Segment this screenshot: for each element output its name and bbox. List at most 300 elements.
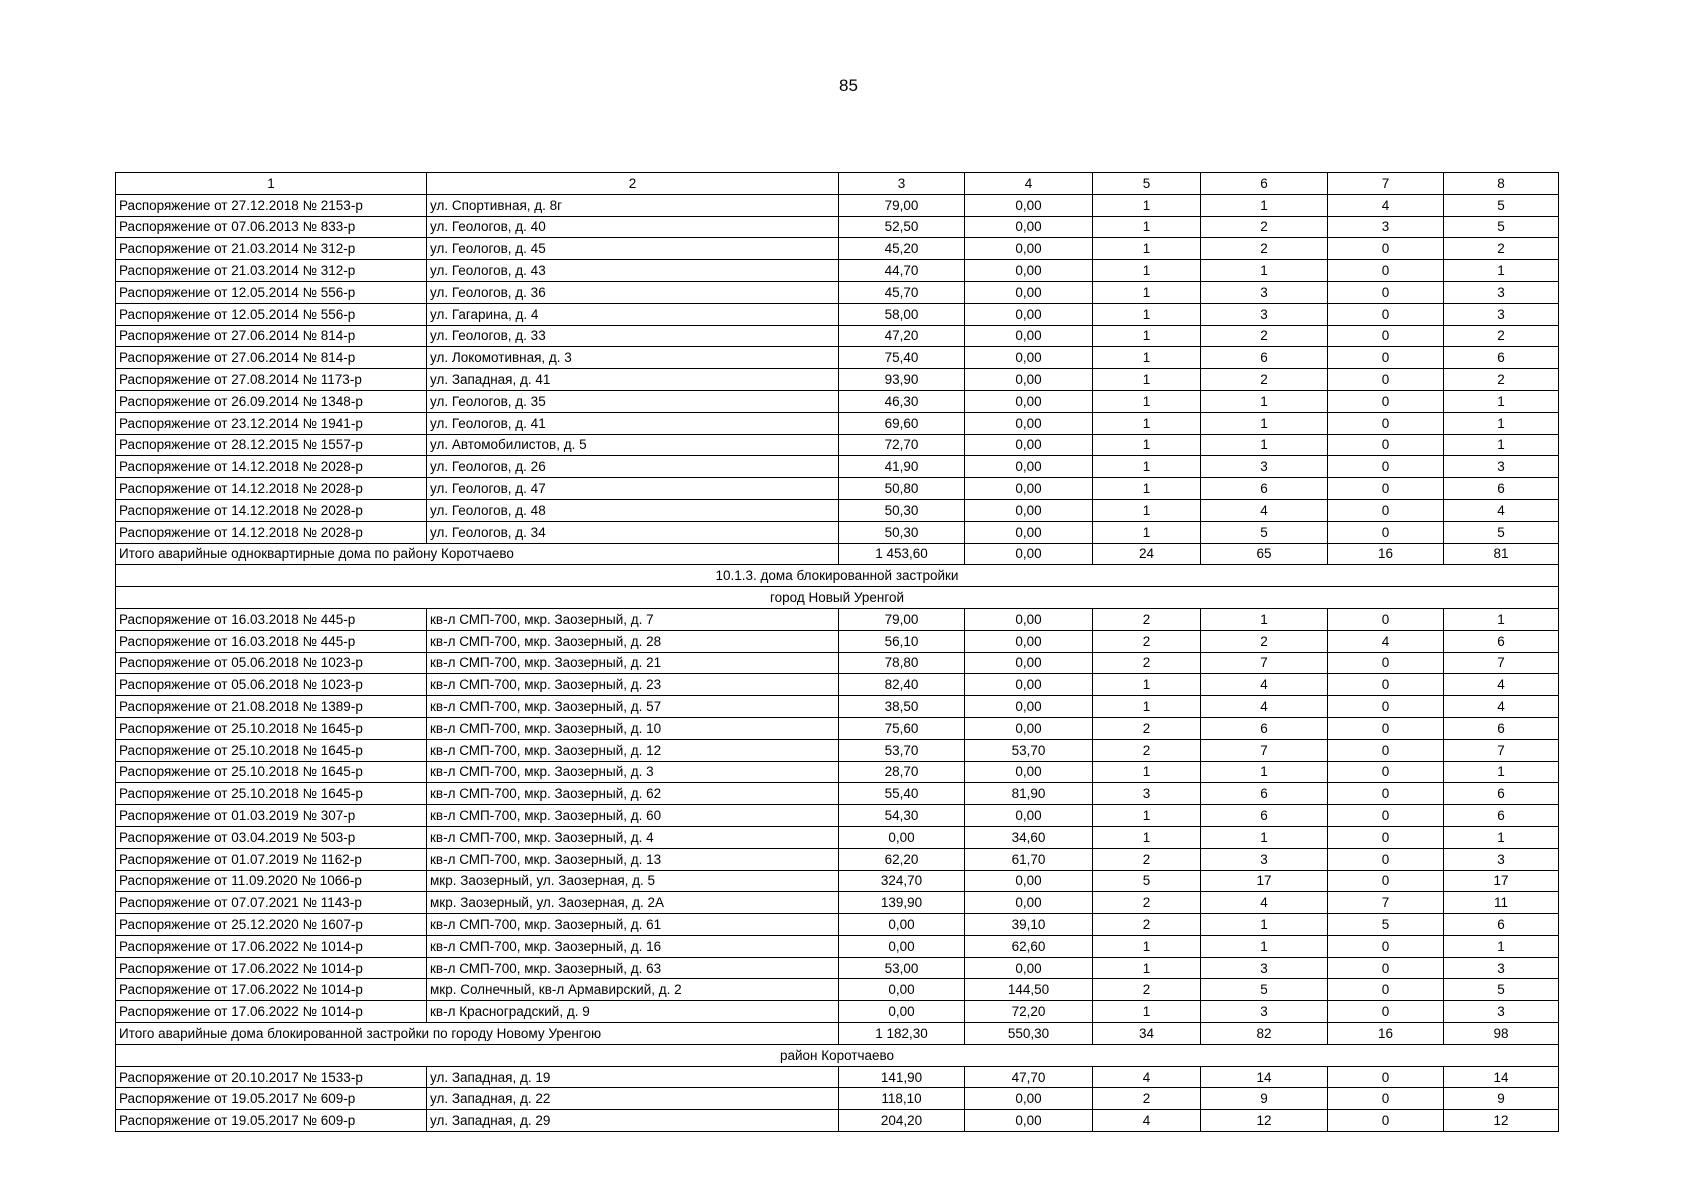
col4-cell: 0,00 <box>965 238 1093 260</box>
col3-cell: 118,10 <box>839 1088 965 1110</box>
total-value-cell: 24 <box>1093 543 1201 565</box>
col6-cell: 4 <box>1201 696 1328 718</box>
col4-cell: 0,00 <box>965 325 1093 347</box>
order-cell: Распоряжение от 27.12.2018 № 2153-р <box>116 194 427 216</box>
col8-cell: 6 <box>1444 630 1559 652</box>
address-cell: кв-л СМП-700, мкр. Заозерный, д. 3 <box>427 761 839 783</box>
col4-cell: 0,00 <box>965 260 1093 282</box>
order-cell: Распоряжение от 17.06.2022 № 1014-р <box>116 1001 427 1023</box>
col5-cell: 1 <box>1093 826 1201 848</box>
col7-cell: 0 <box>1328 499 1444 521</box>
table-row <box>116 630 1559 652</box>
header-row <box>116 173 1559 195</box>
col4-cell: 81,90 <box>965 783 1093 805</box>
col3-cell: 93,90 <box>839 369 965 391</box>
address-cell: ул. Западная, д. 22 <box>427 1088 839 1110</box>
col4-cell: 34,60 <box>965 826 1093 848</box>
order-cell: Распоряжение от 05.06.2018 № 1023-р <box>116 652 427 674</box>
col3-cell: 79,00 <box>839 194 965 216</box>
col6-cell: 2 <box>1201 369 1328 391</box>
table-row <box>116 1110 1559 1132</box>
col7-cell: 0 <box>1328 957 1444 979</box>
col4-cell: 0,00 <box>965 369 1093 391</box>
address-cell: кв-л СМП-700, мкр. Заозерный, д. 16 <box>427 935 839 957</box>
order-cell: Распоряжение от 21.08.2018 № 1389-р <box>116 696 427 718</box>
table-row <box>116 696 1559 718</box>
col5-cell: 1 <box>1093 390 1201 412</box>
col5-cell: 1 <box>1093 260 1201 282</box>
col6-cell: 1 <box>1201 761 1328 783</box>
col6-cell: 2 <box>1201 325 1328 347</box>
order-cell: Распоряжение от 14.12.2018 № 2028-р <box>116 521 427 543</box>
address-cell: ул. Геологов, д. 40 <box>427 216 839 238</box>
col4-cell: 0,00 <box>965 652 1093 674</box>
col6-cell: 3 <box>1201 281 1328 303</box>
col4-cell: 0,00 <box>965 630 1093 652</box>
column-number-header: 5 <box>1093 173 1201 195</box>
col7-cell: 0 <box>1328 848 1444 870</box>
order-cell: Распоряжение от 12.05.2014 № 556-р <box>116 281 427 303</box>
table-row <box>116 1088 1559 1110</box>
col5-cell: 1 <box>1093 499 1201 521</box>
col6-cell: 6 <box>1201 783 1328 805</box>
col4-cell: 0,00 <box>965 717 1093 739</box>
col6-cell: 1 <box>1201 260 1328 282</box>
col7-cell: 5 <box>1328 914 1444 936</box>
col6-cell: 2 <box>1201 630 1328 652</box>
col7-cell: 0 <box>1328 805 1444 827</box>
col5-cell: 4 <box>1093 1066 1201 1088</box>
order-cell: Распоряжение от 21.03.2014 № 312-р <box>116 260 427 282</box>
col4-cell: 0,00 <box>965 456 1093 478</box>
col7-cell: 0 <box>1328 325 1444 347</box>
order-cell: Распоряжение от 20.10.2017 № 1533-р <box>116 1066 427 1088</box>
total-label: Итого аварийные дома блокированной застройки по городу Новому Уренгою <box>116 1023 839 1045</box>
col8-cell: 1 <box>1444 434 1559 456</box>
col3-cell: 79,00 <box>839 608 965 630</box>
col3-cell: 69,60 <box>839 412 965 434</box>
order-cell: Распоряжение от 17.06.2022 № 1014-р <box>116 935 427 957</box>
col6-cell: 17 <box>1201 870 1328 892</box>
col5-cell: 1 <box>1093 325 1201 347</box>
order-cell: Распоряжение от 19.05.2017 № 609-р <box>116 1088 427 1110</box>
total-value-cell: 65 <box>1201 543 1328 565</box>
col6-cell: 3 <box>1201 456 1328 478</box>
col7-cell: 0 <box>1328 521 1444 543</box>
table-row <box>116 783 1559 805</box>
total-value-cell: 550,30 <box>965 1023 1093 1045</box>
table-row <box>116 456 1559 478</box>
order-cell: Распоряжение от 07.07.2021 № 1143-р <box>116 892 427 914</box>
col4-cell: 0,00 <box>965 608 1093 630</box>
total-value-cell: 1 453,60 <box>839 543 965 565</box>
col4-cell: 0,00 <box>965 499 1093 521</box>
address-cell: кв-л Красноградский, д. 9 <box>427 1001 839 1023</box>
address-cell: кв-л СМП-700, мкр. Заозерный, д. 61 <box>427 914 839 936</box>
order-cell: Распоряжение от 14.12.2018 № 2028-р <box>116 478 427 500</box>
table-row <box>116 805 1559 827</box>
table-row <box>116 325 1559 347</box>
address-cell: ул. Геологов, д. 35 <box>427 390 839 412</box>
col3-cell: 0,00 <box>839 826 965 848</box>
col8-cell: 1 <box>1444 260 1559 282</box>
col7-cell: 0 <box>1328 652 1444 674</box>
total-row <box>116 543 1559 565</box>
col3-cell: 78,80 <box>839 652 965 674</box>
column-number-header: 4 <box>965 173 1093 195</box>
col4-cell: 0,00 <box>965 281 1093 303</box>
col5-cell: 1 <box>1093 194 1201 216</box>
col6-cell: 1 <box>1201 434 1328 456</box>
order-cell: Распоряжение от 11.09.2020 № 1066-р <box>116 870 427 892</box>
col3-cell: 75,60 <box>839 717 965 739</box>
col6-cell: 4 <box>1201 892 1328 914</box>
address-cell: мкр. Солнечный, кв-л Армавирский, д. 2 <box>427 979 839 1001</box>
col3-cell: 50,80 <box>839 478 965 500</box>
total-label: Итого аварийные одноквартирные дома по району Коротчаево <box>116 543 839 565</box>
table-row <box>116 979 1559 1001</box>
col5-cell: 2 <box>1093 652 1201 674</box>
col3-cell: 44,70 <box>839 260 965 282</box>
col6-cell: 2 <box>1201 216 1328 238</box>
order-cell: Распоряжение от 21.03.2014 № 312-р <box>116 238 427 260</box>
col3-cell: 139,90 <box>839 892 965 914</box>
col8-cell: 1 <box>1444 390 1559 412</box>
col8-cell: 4 <box>1444 499 1559 521</box>
address-cell: кв-л СМП-700, мкр. Заозерный, д. 28 <box>427 630 839 652</box>
order-cell: Распоряжение от 27.06.2014 № 814-р <box>116 325 427 347</box>
col4-cell: 0,00 <box>965 478 1093 500</box>
col7-cell: 4 <box>1328 194 1444 216</box>
col3-cell: 45,20 <box>839 238 965 260</box>
table-row <box>116 434 1559 456</box>
col8-cell: 17 <box>1444 870 1559 892</box>
order-cell: Распоряжение от 19.05.2017 № 609-р <box>116 1110 427 1132</box>
col5-cell: 1 <box>1093 957 1201 979</box>
col8-cell: 14 <box>1444 1066 1559 1088</box>
col6-cell: 9 <box>1201 1088 1328 1110</box>
col4-cell: 72,20 <box>965 1001 1093 1023</box>
col4-cell: 0,00 <box>965 412 1093 434</box>
col6-cell: 6 <box>1201 717 1328 739</box>
order-cell: Распоряжение от 25.10.2018 № 1645-р <box>116 717 427 739</box>
col7-cell: 0 <box>1328 456 1444 478</box>
col8-cell: 6 <box>1444 783 1559 805</box>
col4-cell: 47,70 <box>965 1066 1093 1088</box>
col6-cell: 7 <box>1201 652 1328 674</box>
table-row <box>116 652 1559 674</box>
col8-cell: 6 <box>1444 478 1559 500</box>
address-cell: ул. Гагарина, д. 4 <box>427 303 839 325</box>
col5-cell: 1 <box>1093 281 1201 303</box>
col7-cell: 0 <box>1328 303 1444 325</box>
col5-cell: 1 <box>1093 1001 1201 1023</box>
order-cell: Распоряжение от 27.08.2014 № 1173-р <box>116 369 427 391</box>
col5-cell: 1 <box>1093 521 1201 543</box>
col3-cell: 0,00 <box>839 1001 965 1023</box>
col6-cell: 3 <box>1201 957 1328 979</box>
col7-cell: 3 <box>1328 216 1444 238</box>
col7-cell: 0 <box>1328 260 1444 282</box>
col5-cell: 1 <box>1093 412 1201 434</box>
col4-cell: 0,00 <box>965 696 1093 718</box>
col8-cell: 1 <box>1444 608 1559 630</box>
col5-cell: 1 <box>1093 805 1201 827</box>
col7-cell: 0 <box>1328 739 1444 761</box>
col7-cell: 0 <box>1328 412 1444 434</box>
col4-cell: 0,00 <box>965 303 1093 325</box>
order-cell: Распоряжение от 12.05.2014 № 556-р <box>116 303 427 325</box>
col3-cell: 46,30 <box>839 390 965 412</box>
col3-cell: 45,70 <box>839 281 965 303</box>
table-row <box>116 194 1559 216</box>
col3-cell: 41,90 <box>839 456 965 478</box>
column-number-header: 2 <box>427 173 839 195</box>
col8-cell: 5 <box>1444 216 1559 238</box>
col4-cell: 0,00 <box>965 194 1093 216</box>
col7-cell: 0 <box>1328 826 1444 848</box>
col6-cell: 4 <box>1201 499 1328 521</box>
table-row <box>116 281 1559 303</box>
table-row <box>116 369 1559 391</box>
col5-cell: 2 <box>1093 608 1201 630</box>
col4-cell: 62,60 <box>965 935 1093 957</box>
col8-cell: 3 <box>1444 456 1559 478</box>
column-number-header: 6 <box>1201 173 1328 195</box>
address-cell: ул. Геологов, д. 26 <box>427 456 839 478</box>
col7-cell: 0 <box>1328 696 1444 718</box>
col3-cell: 55,40 <box>839 783 965 805</box>
col7-cell: 7 <box>1328 892 1444 914</box>
col5-cell: 1 <box>1093 674 1201 696</box>
col6-cell: 2 <box>1201 238 1328 260</box>
col8-cell: 2 <box>1444 369 1559 391</box>
col5-cell: 1 <box>1093 761 1201 783</box>
col8-cell: 7 <box>1444 739 1559 761</box>
address-cell: кв-л СМП-700, мкр. Заозерный, д. 62 <box>427 783 839 805</box>
col8-cell: 6 <box>1444 914 1559 936</box>
address-cell: кв-л СМП-700, мкр. Заозерный, д. 12 <box>427 739 839 761</box>
address-cell: ул. Геологов, д. 43 <box>427 260 839 282</box>
address-cell: ул. Геологов, д. 48 <box>427 499 839 521</box>
col3-cell: 53,00 <box>839 957 965 979</box>
order-cell: Распоряжение от 27.06.2014 № 814-р <box>116 347 427 369</box>
col8-cell: 12 <box>1444 1110 1559 1132</box>
col3-cell: 204,20 <box>839 1110 965 1132</box>
order-cell: Распоряжение от 23.12.2014 № 1941-р <box>116 412 427 434</box>
address-cell: ул. Геологов, д. 36 <box>427 281 839 303</box>
col7-cell: 0 <box>1328 1001 1444 1023</box>
col4-cell: 144,50 <box>965 979 1093 1001</box>
col4-cell: 0,00 <box>965 805 1093 827</box>
col4-cell: 53,70 <box>965 739 1093 761</box>
col8-cell: 11 <box>1444 892 1559 914</box>
table-row <box>116 521 1559 543</box>
col4-cell: 0,00 <box>965 434 1093 456</box>
housing-table <box>115 172 1559 1132</box>
col5-cell: 5 <box>1093 870 1201 892</box>
total-value-cell: 16 <box>1328 543 1444 565</box>
col8-cell: 5 <box>1444 979 1559 1001</box>
col7-cell: 0 <box>1328 347 1444 369</box>
table-body <box>116 173 1559 1132</box>
col6-cell: 5 <box>1201 521 1328 543</box>
col6-cell: 12 <box>1201 1110 1328 1132</box>
col7-cell: 0 <box>1328 238 1444 260</box>
address-cell: кв-л СМП-700, мкр. Заозерный, д. 63 <box>427 957 839 979</box>
col6-cell: 14 <box>1201 1066 1328 1088</box>
col6-cell: 1 <box>1201 914 1328 936</box>
table-row <box>116 848 1559 870</box>
table-row <box>116 870 1559 892</box>
col5-cell: 1 <box>1093 216 1201 238</box>
table-row <box>116 303 1559 325</box>
address-cell: кв-л СМП-700, мкр. Заозерный, д. 60 <box>427 805 839 827</box>
table-row <box>116 238 1559 260</box>
col4-cell: 0,00 <box>965 216 1093 238</box>
col4-cell: 61,70 <box>965 848 1093 870</box>
col8-cell: 3 <box>1444 303 1559 325</box>
col3-cell: 50,30 <box>839 521 965 543</box>
table-row <box>116 608 1559 630</box>
table-row <box>116 260 1559 282</box>
col8-cell: 1 <box>1444 761 1559 783</box>
table-row <box>116 478 1559 500</box>
column-number-header: 1 <box>116 173 427 195</box>
col7-cell: 0 <box>1328 281 1444 303</box>
table-row <box>116 935 1559 957</box>
table-row <box>116 914 1559 936</box>
col3-cell: 62,20 <box>839 848 965 870</box>
col7-cell: 0 <box>1328 1110 1444 1132</box>
address-cell: мкр. Заозерный, ул. Заозерная, д. 5 <box>427 870 839 892</box>
total-value-cell: 16 <box>1328 1023 1444 1045</box>
table-row <box>116 892 1559 914</box>
col4-cell: 0,00 <box>965 390 1093 412</box>
page-number: 85 <box>839 76 858 95</box>
col5-cell: 1 <box>1093 696 1201 718</box>
col7-cell: 0 <box>1328 390 1444 412</box>
col6-cell: 6 <box>1201 805 1328 827</box>
col3-cell: 56,10 <box>839 630 965 652</box>
order-cell: Распоряжение от 25.10.2018 № 1645-р <box>116 739 427 761</box>
address-cell: мкр. Заозерный, ул. Заозерная, д. 2А <box>427 892 839 914</box>
address-cell: ул. Локомотивная, д. 3 <box>427 347 839 369</box>
col8-cell: 5 <box>1444 194 1559 216</box>
col4-cell: 0,00 <box>965 870 1093 892</box>
col5-cell: 1 <box>1093 456 1201 478</box>
address-cell: ул. Геологов, д. 41 <box>427 412 839 434</box>
col6-cell: 1 <box>1201 390 1328 412</box>
col6-cell: 4 <box>1201 674 1328 696</box>
col8-cell: 6 <box>1444 717 1559 739</box>
address-cell: кв-л СМП-700, мкр. Заозерный, д. 57 <box>427 696 839 718</box>
col6-cell: 3 <box>1201 303 1328 325</box>
col4-cell: 0,00 <box>965 674 1093 696</box>
col8-cell: 9 <box>1444 1088 1559 1110</box>
col8-cell: 4 <box>1444 674 1559 696</box>
table-row <box>116 390 1559 412</box>
order-cell: Распоряжение от 28.12.2015 № 1557-р <box>116 434 427 456</box>
address-cell: ул. Западная, д. 41 <box>427 369 839 391</box>
col5-cell: 4 <box>1093 1110 1201 1132</box>
col7-cell: 0 <box>1328 1066 1444 1088</box>
total-value-cell: 98 <box>1444 1023 1559 1045</box>
col6-cell: 6 <box>1201 347 1328 369</box>
col6-cell: 1 <box>1201 826 1328 848</box>
col6-cell: 1 <box>1201 194 1328 216</box>
col8-cell: 7 <box>1444 652 1559 674</box>
table-row <box>116 347 1559 369</box>
order-cell: Распоряжение от 05.06.2018 № 1023-р <box>116 674 427 696</box>
table-row <box>116 412 1559 434</box>
col8-cell: 3 <box>1444 957 1559 979</box>
total-row <box>116 1023 1559 1045</box>
total-value-cell: 34 <box>1093 1023 1201 1045</box>
section-title-row <box>116 565 1559 587</box>
order-cell: Распоряжение от 14.12.2018 № 2028-р <box>116 456 427 478</box>
col3-cell: 47,20 <box>839 325 965 347</box>
col4-cell: 0,00 <box>965 892 1093 914</box>
col8-cell: 1 <box>1444 935 1559 957</box>
col3-cell: 72,70 <box>839 434 965 456</box>
col5-cell: 2 <box>1093 892 1201 914</box>
col7-cell: 0 <box>1328 1088 1444 1110</box>
address-cell: кв-л СМП-700, мкр. Заозерный, д. 7 <box>427 608 839 630</box>
col5-cell: 2 <box>1093 717 1201 739</box>
col4-cell: 0,00 <box>965 1088 1093 1110</box>
col8-cell: 2 <box>1444 238 1559 260</box>
table-row <box>116 826 1559 848</box>
col5-cell: 2 <box>1093 979 1201 1001</box>
col7-cell: 4 <box>1328 630 1444 652</box>
subsection-title: район Коротчаево <box>116 1044 1559 1066</box>
col6-cell: 1 <box>1201 608 1328 630</box>
col5-cell: 2 <box>1093 914 1201 936</box>
col6-cell: 1 <box>1201 412 1328 434</box>
col6-cell: 1 <box>1201 935 1328 957</box>
col8-cell: 1 <box>1444 826 1559 848</box>
section-title: 10.1.3. дома блокированной застройки <box>116 565 1559 587</box>
table-row <box>116 1066 1559 1088</box>
col6-cell: 5 <box>1201 979 1328 1001</box>
order-cell: Распоряжение от 07.06.2013 № 833-р <box>116 216 427 238</box>
address-cell: ул. Геологов, д. 34 <box>427 521 839 543</box>
col3-cell: 75,40 <box>839 347 965 369</box>
col7-cell: 0 <box>1328 369 1444 391</box>
order-cell: Распоряжение от 16.03.2018 № 445-р <box>116 630 427 652</box>
address-cell: ул. Спортивная, д. 8г <box>427 194 839 216</box>
order-cell: Распоряжение от 26.09.2014 № 1348-р <box>116 390 427 412</box>
col5-cell: 1 <box>1093 238 1201 260</box>
total-value-cell: 0,00 <box>965 543 1093 565</box>
address-cell: ул. Западная, д. 19 <box>427 1066 839 1088</box>
col5-cell: 1 <box>1093 434 1201 456</box>
col3-cell: 38,50 <box>839 696 965 718</box>
column-number-header: 3 <box>839 173 965 195</box>
table-row <box>116 499 1559 521</box>
col4-cell: 0,00 <box>965 1110 1093 1132</box>
order-cell: Распоряжение от 17.06.2022 № 1014-р <box>116 957 427 979</box>
col5-cell: 1 <box>1093 478 1201 500</box>
col4-cell: 39,10 <box>965 914 1093 936</box>
col6-cell: 3 <box>1201 1001 1328 1023</box>
address-cell: кв-л СМП-700, мкр. Заозерный, д. 21 <box>427 652 839 674</box>
col8-cell: 2 <box>1444 325 1559 347</box>
col7-cell: 0 <box>1328 935 1444 957</box>
column-number-header: 8 <box>1444 173 1559 195</box>
col3-cell: 82,40 <box>839 674 965 696</box>
